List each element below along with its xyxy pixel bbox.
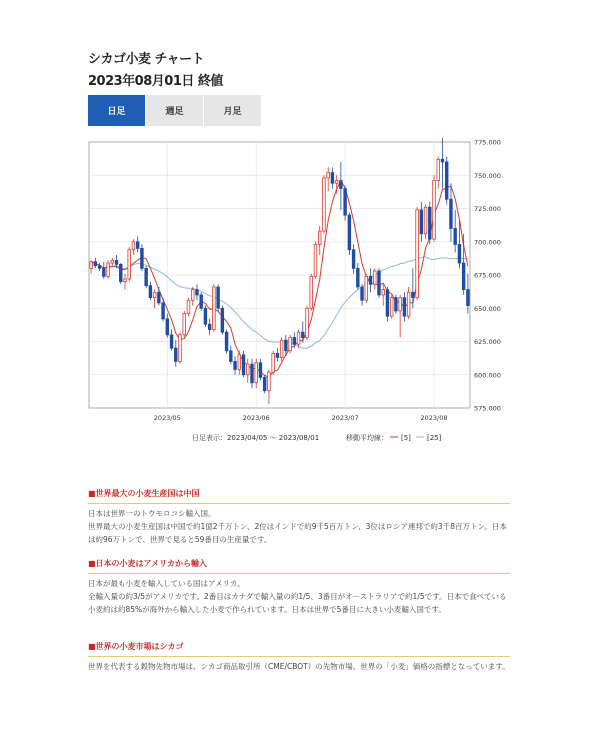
section-heading: ■世界の小麦市場はシカゴ [88, 641, 510, 657]
candle-body-up [382, 290, 385, 295]
section-chicago-market [88, 641, 510, 673]
y-tick-label: 675.000 [474, 271, 501, 280]
candle-body-up [124, 279, 127, 282]
candle-body-down [331, 173, 334, 184]
candle-body-down [204, 308, 207, 324]
section-text: 日本が最も小麦を輸入している国はアメリカ。 [88, 579, 245, 588]
candle-body-up [335, 181, 338, 184]
candle-body-down [136, 242, 139, 249]
candle-body-up [373, 271, 376, 284]
candle-body-down [454, 228, 457, 244]
candle-body-down [225, 332, 228, 351]
candle-body-up [153, 292, 156, 297]
section-body [88, 660, 510, 673]
candle-body-down [230, 351, 233, 362]
candle-body-down [234, 361, 237, 369]
x-tick-label: 2023/05 [153, 414, 181, 422]
candle-body-down [361, 287, 364, 300]
candle-body-up [318, 231, 321, 244]
candle-body-down [348, 215, 351, 250]
candle-body-down [441, 159, 444, 162]
ma-short-legend: [5] [401, 434, 411, 442]
y-axis [474, 139, 501, 413]
section-text: 世界最大の小麦生産国は中国で約1億2千万トン、2位はインドで約9千5百万トン、3位はロシア連邦で約3千8百万トン。日本は約96万トンで、世界で見ると59番目の生産量です。 [88, 522, 507, 544]
candle-body-down [94, 262, 97, 266]
y-tick-label: 650.000 [474, 304, 501, 313]
candle-body-down [98, 266, 101, 269]
candle-body-down [467, 290, 470, 306]
candle-body-down [369, 276, 372, 284]
candle-body-down [428, 207, 431, 239]
page-title: シカゴ小麦 チャート [88, 52, 205, 67]
candle-body-up [306, 308, 309, 337]
tab-weekly[interactable]: 週足 [146, 95, 203, 126]
candle-body-down [357, 268, 360, 287]
candle-body-down [340, 181, 343, 189]
candle-body-down [403, 298, 406, 317]
candle-body-down [221, 308, 224, 332]
candle-body-down [166, 319, 169, 335]
candle-body-up [128, 250, 131, 279]
candle-body-up [365, 276, 368, 300]
candle-body-down [196, 290, 199, 295]
candle-body-up [255, 363, 258, 383]
candle-body-up [90, 262, 93, 269]
section-body [88, 577, 510, 616]
candle-body-down [352, 250, 355, 269]
candle-body-down [141, 248, 144, 268]
section-text: 日本は世界一のトウモロコシ輸入国。 [88, 509, 216, 518]
candle-body-up [297, 332, 300, 344]
candle-body-down [462, 263, 465, 290]
candle-body-down [115, 260, 118, 264]
tab-daily[interactable]: 日足 [88, 95, 145, 126]
candle-body-up [310, 276, 313, 308]
candle-body-up [424, 207, 427, 234]
candle-body-down [170, 335, 173, 348]
candle-body-up [187, 300, 190, 313]
candle-body-up [416, 210, 419, 298]
y-tick-label: 625.000 [474, 338, 501, 346]
candle-body-up [111, 260, 114, 263]
candle-body-down [285, 340, 288, 351]
section-china-production [88, 488, 510, 546]
candle-body-down [386, 290, 389, 317]
candle-body-up [327, 173, 330, 178]
chart-svg [60, 134, 510, 450]
candle-body-up [289, 338, 292, 351]
candle-body-down [158, 292, 161, 303]
section-text: 世界を代表する穀物先物市場は、シカゴ商品取引所（CME/CBOT）の先物市場。世界の「小麦」価格の指標となっています。 [88, 662, 510, 671]
candle-body-up [437, 159, 440, 180]
section-body [88, 507, 510, 546]
candle-body-down [242, 355, 245, 375]
candle-body-up [191, 290, 194, 301]
section-heading: ■日本の小麦はアメリカから輸入 [88, 558, 510, 574]
candle-body-down [217, 287, 220, 308]
section-heading: ■世界最大の小麦生産国は中国 [88, 488, 510, 504]
x-tick-label: 2023/06 [242, 414, 270, 422]
y-tick-label: 725.000 [474, 205, 501, 213]
candle-body-up [323, 178, 326, 231]
price-chart [60, 134, 510, 450]
period-tabs [88, 95, 262, 126]
candle-body-down [293, 338, 296, 345]
candle-body-down [395, 298, 398, 311]
candle-body-down [162, 303, 165, 319]
candle-body-down [259, 363, 262, 378]
candle-body-down [149, 286, 152, 298]
x-axis [154, 414, 448, 422]
tab-monthly[interactable]: 月足 [204, 95, 261, 126]
candle-body-down [174, 348, 177, 361]
page-subtitle: 2023年08月01日 終値 [88, 74, 223, 89]
candle-body-down [450, 199, 453, 228]
y-tick-label: 600.000 [474, 371, 501, 380]
section-us-import [88, 558, 510, 616]
candle-body-up [390, 298, 393, 317]
candle-body-up [179, 335, 182, 362]
candle-body-up [268, 372, 271, 391]
candle-body-down [263, 377, 266, 390]
ma-legend-label: 移動平均線： [346, 434, 388, 442]
candle-body-up [246, 364, 249, 375]
x-tick-label: 2023/08 [420, 414, 448, 422]
candle-body-down [301, 332, 304, 337]
section-text: 全輸入量の約3/5がアメリカです。2番目はカナダで輸入量の約1/5、3番目がオーストラリアで約1/5です。日本で食べている小麦約は約85%が海外から輸入した小麦で作られています。日本は世界で5番目に大きい小麦輸入国です。 [88, 592, 507, 614]
candle-body-down [458, 244, 461, 263]
candle-body-down [200, 295, 203, 308]
candle-body-down [103, 268, 106, 276]
candle-body-down [378, 271, 381, 295]
y-tick-label: 775.000 [474, 138, 501, 147]
candle-body-down [119, 264, 122, 281]
candle-body-up [407, 292, 410, 316]
candle-body-up [272, 353, 275, 372]
period-label: 日足表示：2023/04/05 〜 2023/08/01 [192, 434, 320, 442]
candle-body-down [208, 324, 211, 329]
candle-body-up [399, 298, 402, 311]
y-tick-label: 750.000 [474, 171, 501, 180]
ma-long-legend: [25] [427, 434, 442, 442]
candle-body-down [412, 292, 415, 297]
candle-body-up [238, 355, 241, 370]
candle-body-up [183, 314, 186, 335]
candle-body-down [420, 210, 423, 234]
y-tick-label: 700.000 [474, 238, 501, 247]
candle-body-up [314, 244, 317, 276]
candle-body-down [276, 353, 279, 357]
candle-body-up [280, 340, 283, 357]
candle-body-down [145, 268, 148, 285]
x-tick-label: 2023/07 [331, 414, 359, 422]
candle-body-down [344, 189, 347, 216]
candle-body-up [132, 242, 135, 250]
candle-body-up [107, 263, 110, 276]
y-tick-label: 575.000 [474, 404, 501, 413]
candle-body-down [251, 364, 254, 383]
candle-body-up [213, 287, 216, 330]
candle-body-up [433, 181, 436, 240]
candle-body-down [445, 162, 448, 199]
